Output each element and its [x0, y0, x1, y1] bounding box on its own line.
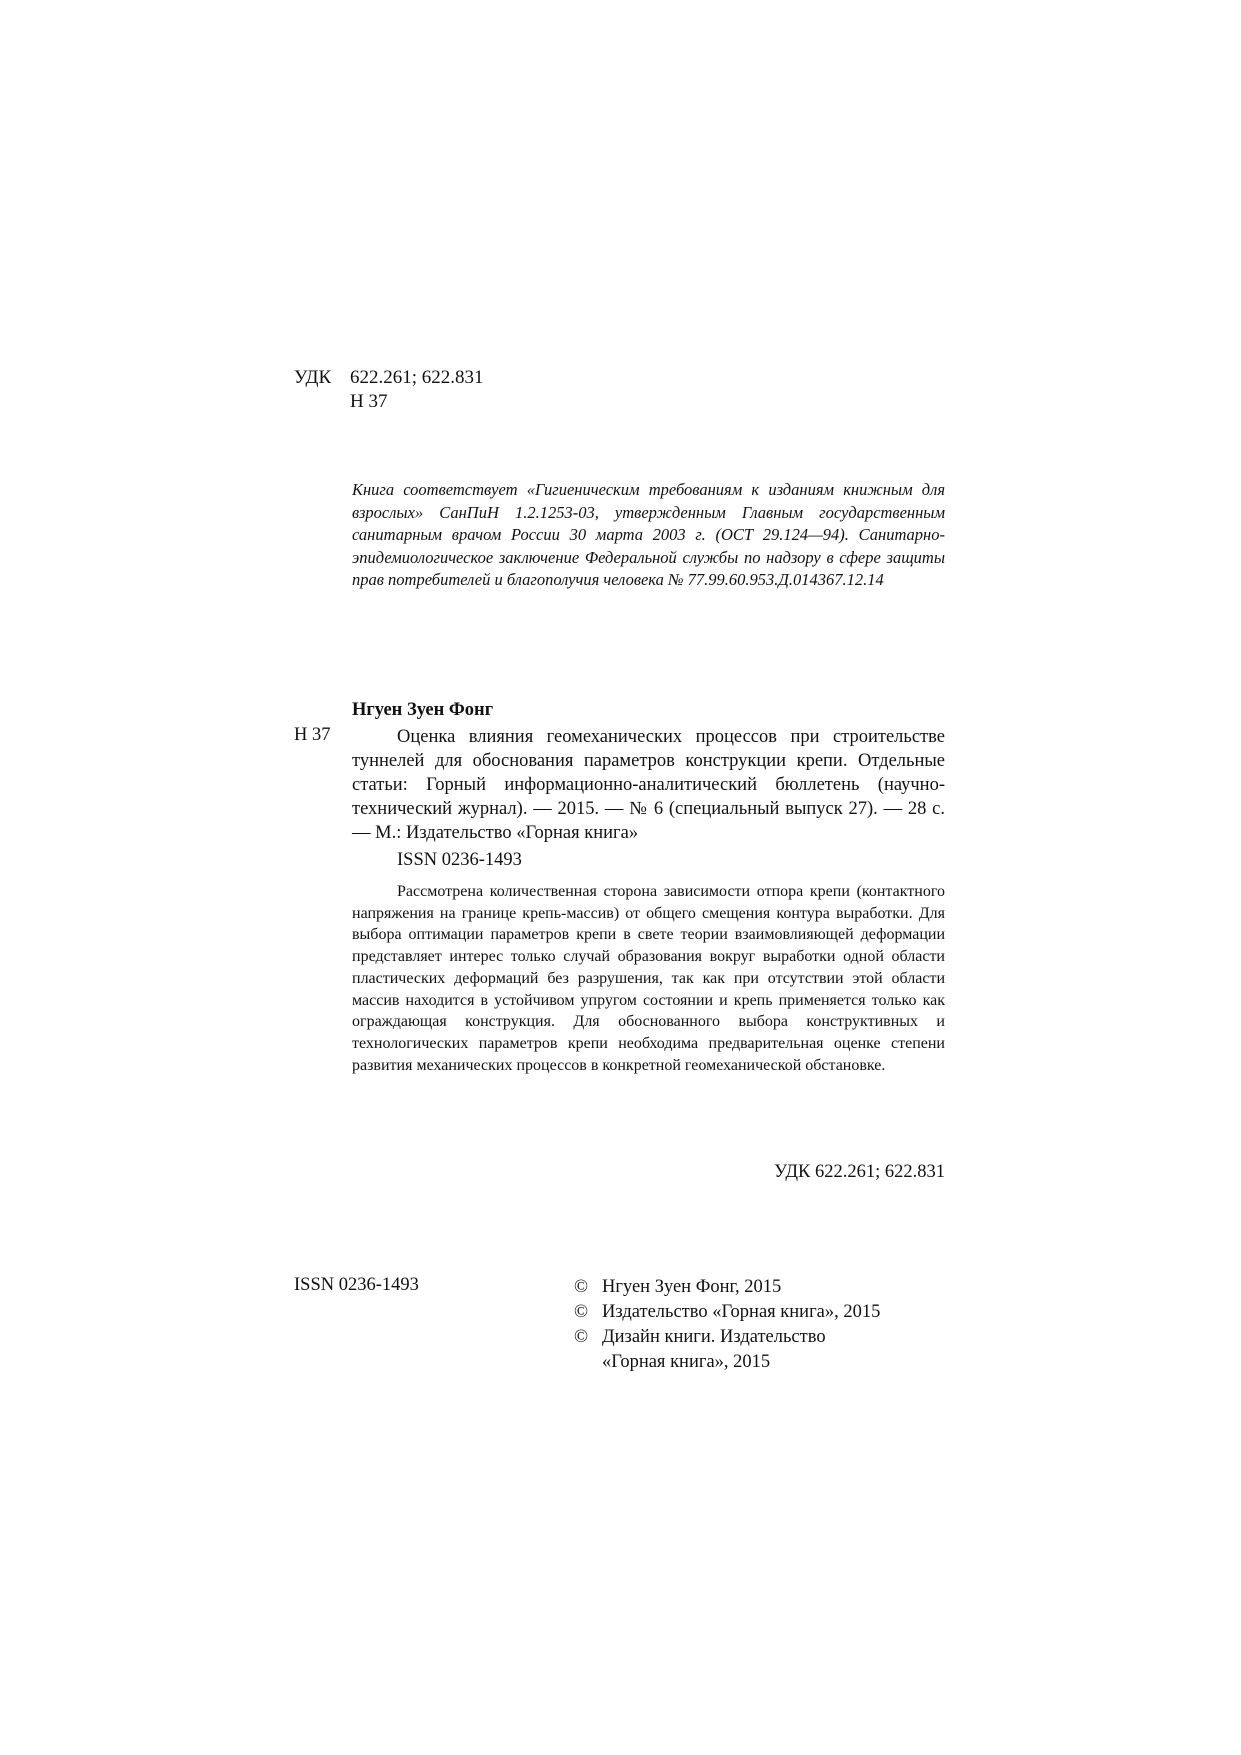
bibliographic-description: Оценка влияния геомеханических процессов при строительстве туннелей для обоснования параметров конструкции крепи. Отдельные статьи: Горный информационно-аналитический бюллетень (научно-технический журнал). — 2015. — № 6 (специальный выпуск 27). — 28 с. — М.: Издательство «Горная книга»: [352, 727, 945, 843]
udk-codes: 622.261; 622.831: [350, 367, 484, 388]
udk-label: УДК: [294, 367, 332, 388]
copyright-text: Дизайн книги. Издательство: [602, 1327, 826, 1347]
catalog-code: Н 37: [294, 725, 331, 745]
hygiene-note: Книга соответствует «Гигиеническим требованиям к изданиям книжным для взрослых» СанПиН 1.2.1253-03, утвержденным Главным государственным санитарным врачом России 30 марта 2003 г. (ОСТ 29.124—94). Санитарно-эпидемиологическое заключение Федеральной службы по надзору в сфере защиты прав потребителей и благополучия человека № 77.99.60.953.Д.014367.12.14: [352, 480, 945, 589]
author-mark: Н 37: [350, 391, 388, 412]
copyright-symbol: ©: [574, 1302, 589, 1322]
copyright-symbol: ©: [574, 1327, 589, 1347]
copyright-line: [574, 1275, 880, 1300]
abstract-text: Рассмотрена количественная сторона зависимости отпора крепи (контактного напряжения на границе крепь-массив) от общего смещения контура выработки. Для выбора оптимации параметров крепи в свете теории взаимовлияющей деформации представляет интерес только случай образования вокруг выработки одной области пластических деформаций без разрушения, так как при отсутствии этой области массив находится в устойчивом упругом состоянии и крепь применяется только как ограждающая конструкция. Для обоснованного выбора конструктивных и технологических параметров крепи необходима предварительная оценке степени развития механических процессов в конкретной геомеханической обстановке.: [352, 883, 945, 1074]
catalog-issn: ISSN 0236-1493: [397, 850, 522, 870]
udk-header: [294, 366, 484, 414]
copyright-symbol: ©: [574, 1277, 589, 1297]
footer-issn: ISSN 0236-1493: [294, 1275, 419, 1295]
copyright-text: Нгуен Зуен Фонг, 2015: [602, 1277, 782, 1297]
catalog-author: Нгуен Зуен Фонг: [352, 700, 494, 720]
catalog-udk: УДК 622.261; 622.831: [774, 1162, 945, 1182]
copyright-line: [574, 1300, 880, 1325]
copyright-block: [574, 1275, 880, 1375]
copyright-line: [574, 1325, 880, 1350]
copyright-text: Издательство «Горная книга», 2015: [602, 1302, 881, 1322]
copyright-continuation: «Горная книга», 2015: [602, 1352, 771, 1372]
